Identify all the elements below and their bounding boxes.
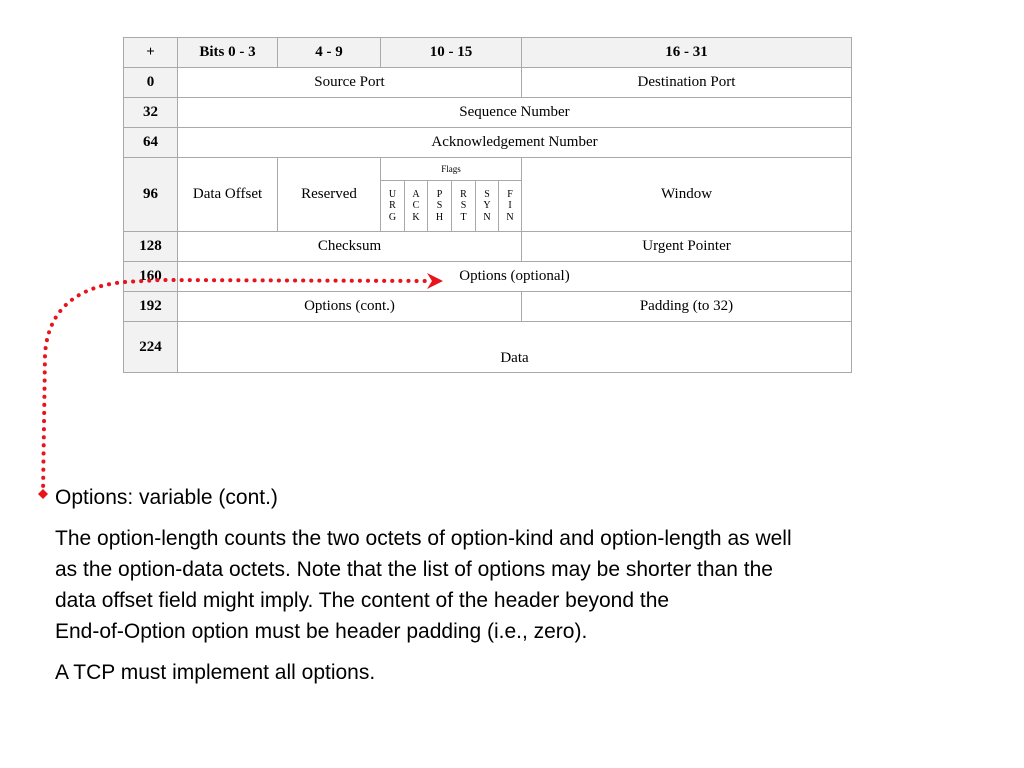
paragraph-line: The option-length counts the two octets of option-kind and option-length as well [55, 527, 792, 550]
paragraph-line: as the option-data octets. Note that the list of options may be shorter than the [55, 558, 773, 581]
reserved-cell: Reserved [278, 158, 381, 232]
checksum-cell: Checksum [178, 232, 522, 262]
table-row [124, 158, 852, 181]
urgent-pointer-cell: Urgent Pointer [522, 232, 852, 262]
row-offset: 32 [124, 98, 178, 128]
row-offset: 160 [124, 262, 178, 292]
padding-cell: Padding (to 32) [522, 292, 852, 322]
paragraph-line: data offset field might imply. The content of the header beyond the [55, 589, 670, 612]
source-port-cell: Source Port [178, 68, 522, 98]
row-offset: 128 [124, 232, 178, 262]
ack-number-cell: Acknowledgement Number [178, 128, 852, 158]
flag-psh: P S H [428, 181, 452, 232]
header-bits-4-9: 4 - 9 [278, 38, 381, 68]
table-row [124, 232, 852, 262]
flags-label: Flags [381, 158, 522, 181]
flag-syn: S Y N [476, 181, 499, 232]
header-row [124, 38, 852, 68]
data-offset-cell: Data Offset [178, 158, 278, 232]
row-offset: 0 [124, 68, 178, 98]
flag-urg: U R G [381, 181, 405, 232]
table-row [124, 262, 852, 292]
options-cont-cell: Options (cont.) [178, 292, 522, 322]
notes-closing: A TCP must implement all options. [55, 661, 376, 684]
bullet-diamond-icon [38, 489, 48, 499]
flag-fin: F I N [499, 181, 522, 232]
table-row [124, 128, 852, 158]
options-cell: Options (optional) [178, 262, 852, 292]
notes-text [55, 482, 975, 698]
paragraph-line: End-of-Option option must be header padding (i.e., zero). [55, 620, 588, 643]
header-offset: + [124, 38, 178, 68]
table-row [124, 292, 852, 322]
header-bits-16-31: 16 - 31 [522, 38, 852, 68]
table-row [124, 322, 852, 373]
tcp-header-table [123, 37, 852, 373]
table-row [124, 98, 852, 128]
flag-ack: A C K [405, 181, 428, 232]
notes-paragraph [55, 523, 975, 647]
sequence-number-cell: Sequence Number [178, 98, 852, 128]
destination-port-cell: Destination Port [522, 68, 852, 98]
flag-rst: R S T [452, 181, 476, 232]
header-bits-10-15: 10 - 15 [381, 38, 522, 68]
row-offset: 64 [124, 128, 178, 158]
notes-heading: Options: variable (cont.) [55, 486, 278, 509]
header-bits-0-3: Bits 0 - 3 [178, 38, 278, 68]
table-row [124, 68, 852, 98]
row-offset: 96 [124, 158, 178, 232]
data-cell: Data [178, 322, 852, 373]
window-cell: Window [522, 158, 852, 232]
row-offset: 192 [124, 292, 178, 322]
row-offset: 224 [124, 322, 178, 373]
